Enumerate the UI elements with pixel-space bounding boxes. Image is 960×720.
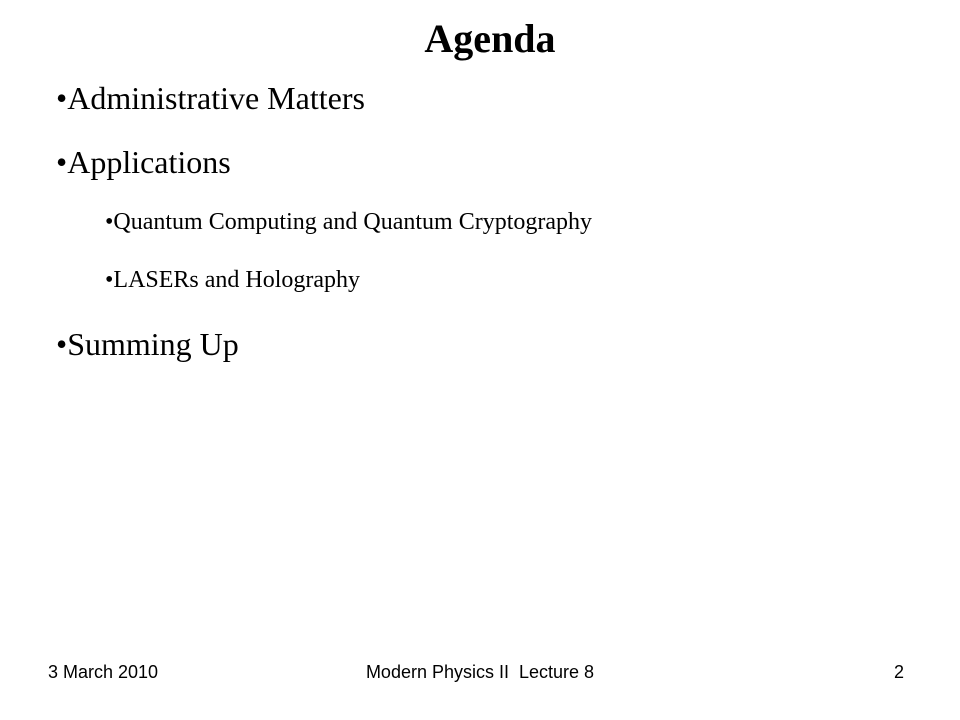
slide-title: Agenda: [424, 16, 556, 61]
footer-course-title: [0, 661, 960, 683]
footer-date: 3 March 2010: [48, 662, 159, 682]
sub-bullet-lasers-holography: •LASERs and Holography: [105, 267, 361, 293]
bullet-applications: •Applications: [56, 144, 231, 180]
bullet-summing-up: •Summing Up: [56, 326, 239, 362]
footer-page-number: 2: [893, 662, 904, 682]
bullet-administrative-matters: •Administrative Matters: [56, 80, 365, 116]
sub-bullet-quantum-computing: •Quantum Computing and Quantum Cryptography: [105, 209, 593, 235]
footer-course-text: Modern Physics II Lecture 8: [365, 662, 595, 682]
